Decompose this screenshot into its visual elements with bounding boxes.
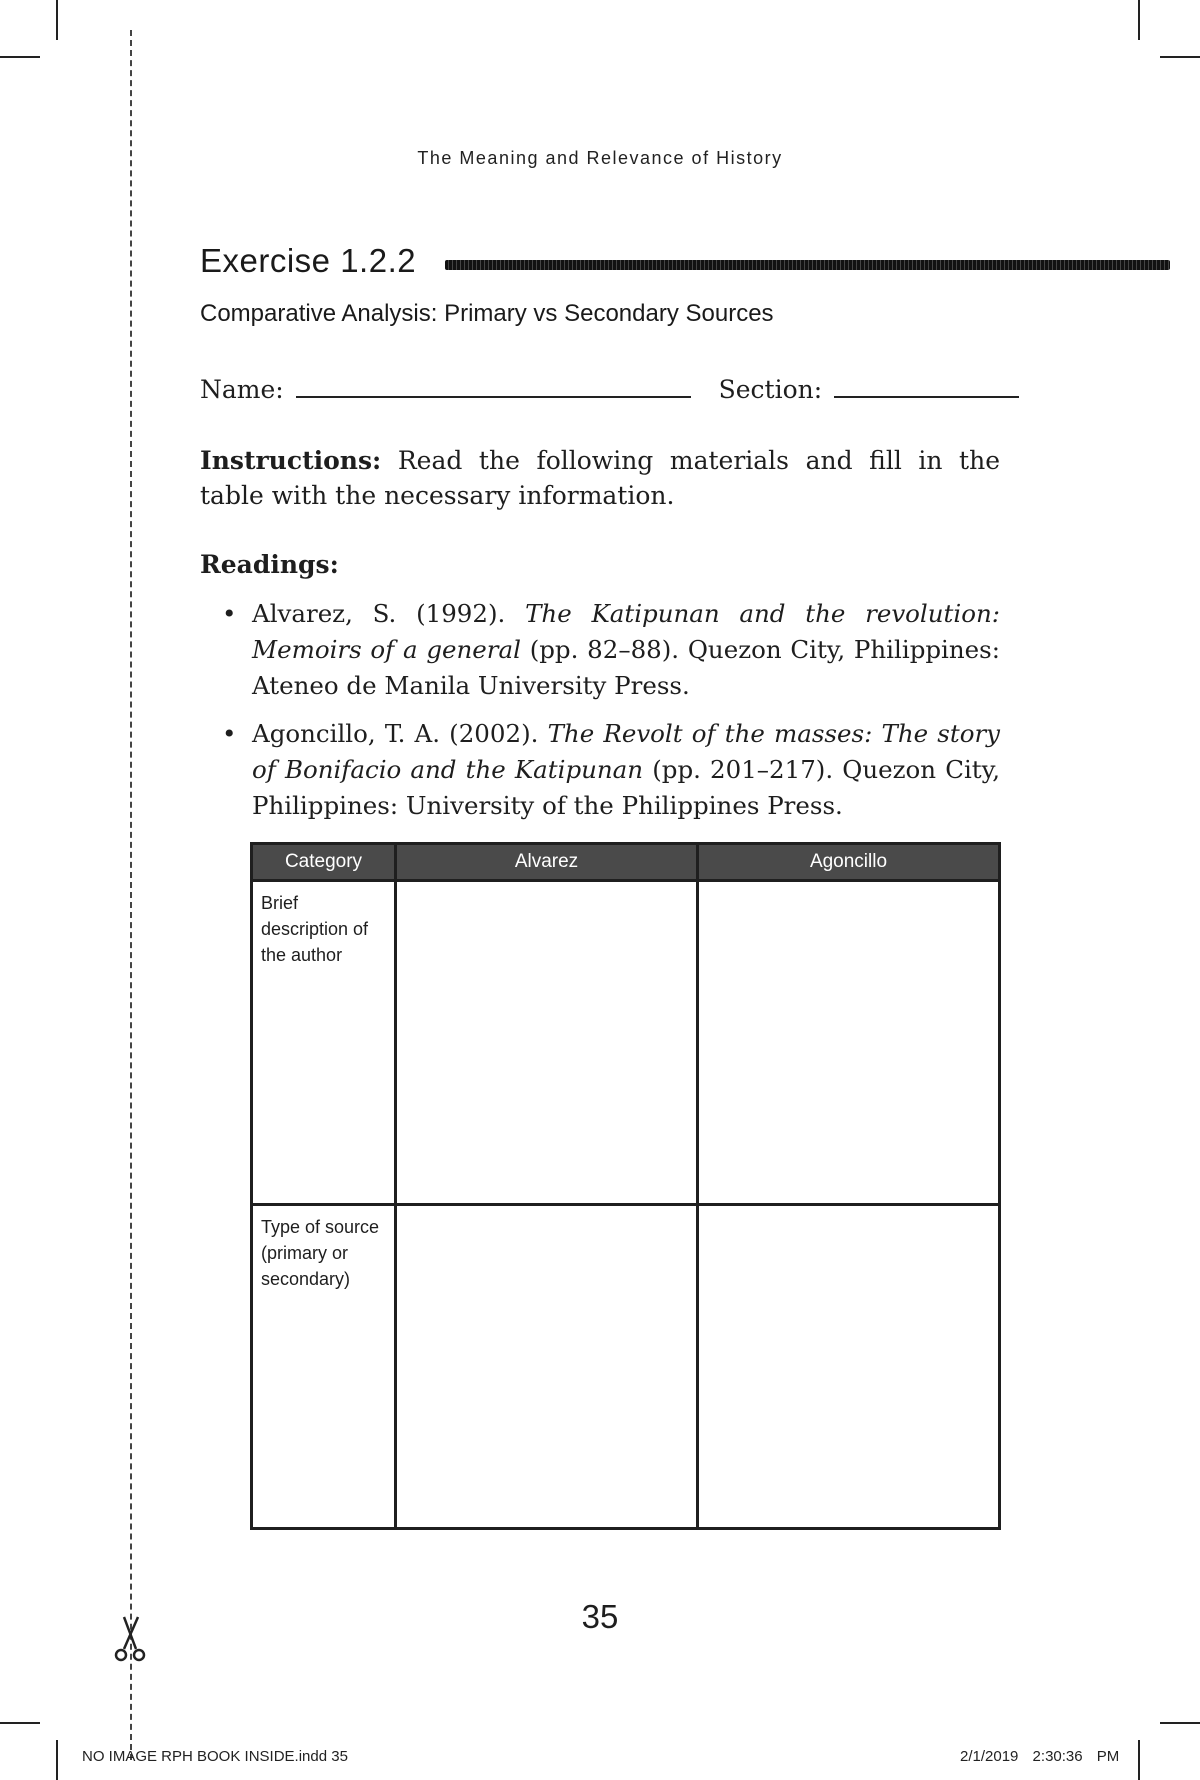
crop-mark	[56, 0, 58, 40]
name-field[interactable]	[296, 370, 691, 398]
instructions	[200, 443, 1000, 513]
reference-title: The Revolt of the masses: The story of Bonifacio and the Katipunan	[252, 719, 1000, 784]
title-rule	[445, 260, 1170, 270]
instructions-text: Read the following materials and fill in the table with the necessary information.	[200, 446, 1000, 510]
row-category: Brief description of the author	[252, 881, 396, 1205]
alvarez-cell[interactable]	[396, 1205, 698, 1529]
slug-timestamp: 2/1/2019 2:30:36 PM	[960, 1748, 1120, 1765]
agoncillo-cell[interactable]	[698, 881, 1000, 1205]
alvarez-cell[interactable]	[396, 881, 698, 1205]
crop-mark	[1138, 1740, 1140, 1780]
readings-heading: Readings:	[200, 550, 339, 579]
reference-author: Agoncillo, T. A. (2002).	[252, 719, 548, 748]
section-field[interactable]	[834, 370, 1019, 398]
table-header-row	[252, 844, 1000, 881]
crop-mark	[0, 1722, 40, 1724]
crop-mark	[1160, 1722, 1200, 1724]
table-row	[252, 1205, 1000, 1529]
instructions-label: Instructions:	[200, 446, 382, 475]
header-alvarez: Alvarez	[396, 844, 698, 881]
agoncillo-cell[interactable]	[698, 1205, 1000, 1529]
reference-details: (pp. 82–88). Quezon City, Philippines: Ateneo de Manila University Press.	[252, 635, 1000, 700]
header-agoncillo: Agoncillo	[698, 844, 1000, 881]
list-item	[222, 596, 1000, 704]
header-category: Category	[252, 844, 396, 881]
crop-mark	[56, 1740, 58, 1780]
reference-author: Alvarez, S. (1992).	[252, 599, 526, 628]
section-label: Section:	[718, 375, 823, 404]
crop-mark	[1138, 0, 1140, 40]
comparison-table	[250, 842, 1001, 1530]
reference-title: The Katipunan and the revolution: Memoirs of a general	[252, 599, 1000, 664]
bullet-icon: •	[222, 599, 237, 628]
name-section-row	[200, 370, 1019, 404]
crop-mark	[0, 56, 40, 58]
row-category: Type of source (primary or secondary)	[252, 1205, 396, 1529]
list-item	[222, 716, 1000, 824]
table-row	[252, 881, 1000, 1205]
running-head: The Meaning and Relevance of History	[417, 148, 783, 168]
reference-details: (pp. 201–217). Quezon City, Philippines: University of the Philippines Press.	[252, 755, 1001, 820]
exercise-title: Exercise 1.2.2	[200, 242, 417, 279]
cut-line	[130, 30, 132, 1760]
slug-filename: NO IMAGE RPH BOOK INSIDE.indd 35	[82, 1748, 348, 1765]
crop-mark	[1160, 56, 1200, 58]
readings-list	[222, 596, 1000, 836]
page-number: 35	[581, 1598, 619, 1635]
exercise-subtitle: Comparative Analysis: Primary vs Secondary Sources	[200, 300, 774, 327]
name-label: Name:	[200, 375, 284, 404]
bullet-icon: •	[222, 719, 237, 748]
